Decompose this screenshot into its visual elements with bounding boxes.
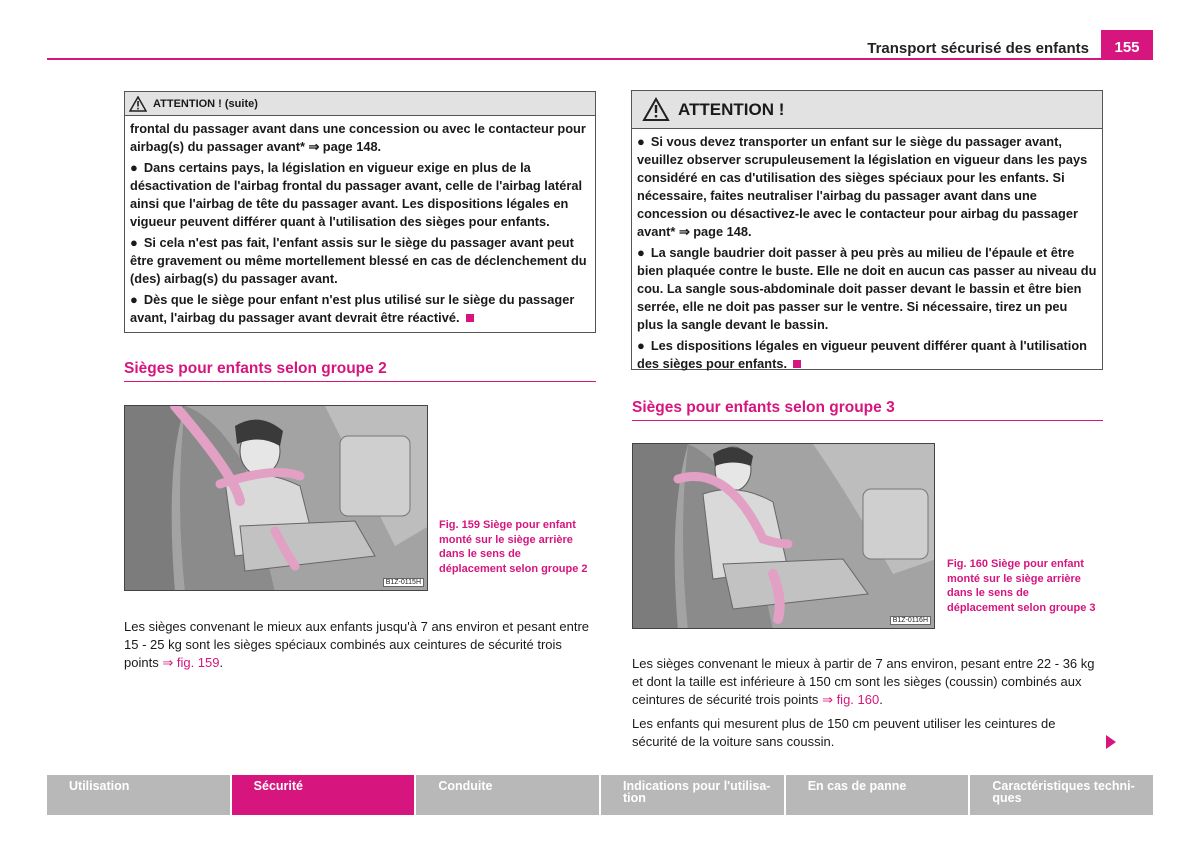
figure-reference-link[interactable]: ⇒ fig. 160 [822, 692, 880, 707]
warning-bullet-item [130, 291, 590, 327]
nav-tab-securite[interactable]: Sécurité [232, 775, 415, 815]
warning-bullet-text: Dès que le siège pour enfant n'est plus utilisé sur le siège du passager avant, l'airbag du passager avant devrait être réactivé. [130, 292, 575, 325]
bullet-icon: ● [130, 160, 138, 175]
end-of-section-icon [466, 314, 474, 322]
warning-header [125, 92, 595, 116]
bullet-icon: ● [637, 134, 645, 149]
figure-160-image [632, 443, 935, 629]
warning-triangle-icon [129, 96, 147, 112]
warning-box [631, 90, 1103, 370]
nav-tab-en-cas-de-panne[interactable]: En cas de panne [786, 775, 969, 815]
bullet-icon: ● [130, 235, 138, 250]
section-title-group-3: Sièges pour enfants selon groupe 3 [632, 399, 1103, 421]
nav-tab-conduite[interactable]: Conduite [416, 775, 599, 815]
figure-159-caption: Fig. 159 Siège pour enfant monté sur le siège arrière dans le sens de déplacement selon groupe 2 [439, 519, 588, 575]
nav-tab-caracteristiques[interactable]: Caractéristiques techni- ques [970, 775, 1153, 815]
warning-body [632, 129, 1102, 380]
section-title-group-2: Sièges pour enfants selon groupe 2 [124, 360, 596, 382]
warning-body [125, 116, 595, 334]
figure-code-label: B1Z-0116H [890, 616, 931, 625]
body-text-group-2 [124, 618, 599, 678]
figure-160-caption: Fig. 160 Siège pour enfant monté sur le siège arrière dans le sens de déplacement selon groupe 3 [947, 558, 1096, 614]
warning-bullet-item [637, 244, 1097, 334]
nav-tab-utilisation[interactable]: Utilisation [47, 775, 230, 815]
warning-bullet-text: Si cela n'est pas fait, l'enfant assis sur le siège du passager avant peut être gravement ou même mortellement blessé en cas de déclenchement du (des) airbag(s) du passager avant. [130, 235, 587, 286]
header-rule [47, 58, 1153, 60]
child-seat-illustration [125, 406, 428, 591]
warning-bullet-item [130, 234, 590, 288]
paragraph-text: Les sièges convenant le mieux aux enfants jusqu'à 7 ans environ et pesant entre 15 - 25 kg sont les sièges spéciaux combinés aux ceintures de sécurité trois points [124, 619, 590, 670]
running-header-title: Transport sécurisé des enfants [867, 40, 1089, 57]
bullet-icon: ● [637, 245, 645, 260]
warning-bullet-text: Si vous devez transporter un enfant sur le siège du passager avant, veuillez observer scrupuleusement la législation en vigueur dans les pays considéré en cas d'utilisation des sièges spéciaux pour les enfants. Si nécessaire, faites neutraliser l'airbag du passager avant dans une concession ou désactivez-le avec le contacteur pour airbag du passager avant* ⇒ page 148. [637, 134, 1088, 239]
child-seat-illustration [633, 444, 935, 629]
nav-tab-indications[interactable]: Indications pour l'utilisa- tion [601, 775, 784, 815]
warning-bullet-item [130, 159, 590, 231]
figure-code-label: B1Z-0115H [383, 578, 424, 587]
figure-159-image [124, 405, 428, 591]
warning-title: ATTENTION ! [678, 99, 785, 119]
end-of-section-icon [793, 360, 801, 368]
chapter-nav-bar [47, 775, 1153, 815]
paragraph: Les sièges convenant le mieux à partir de 7 ans environ, pesant entre 22 - 36 kg et dont la taille est inférieure à 150 cm sont les sièges (coussin) combinés aux ceintures de sécurité trois points ⇒ fig. 160. [632, 656, 1095, 707]
paragraph-text: Les sièges convenant le mieux à partir de 7 ans environ, pesant entre 22 - 36 kg et dont la taille est inférieure à 150 cm sont les sièges (coussin) combinés aux ceintures de sécurité trois points [632, 656, 1095, 707]
warning-box-continued [124, 91, 596, 333]
warning-bullet-text: Dans certains pays, la législation en vigueur exige en plus de la désactivation de l'airbag frontal du passager avant, celle de l'airbag latéral ainsi que l'airbag de tête du passager avant. Les dispositions légales en vigueur peuvent différer quant à l'utilisation des sièges pour enfants. [130, 160, 583, 229]
warning-triangle-icon [642, 97, 670, 122]
page-number: 155 [1101, 30, 1153, 60]
warning-paragraph: frontal du passager avant dans une concession ou avec le contacteur pour airbag(s) du passager avant* ⇒ page 148. [130, 121, 586, 154]
warning-bullet-text: La sangle baudrier doit passer à peu près au milieu de l'épaule et être bien plaquée contre le buste. Elle ne doit en aucun cas passer au niveau du cou. La sangle sous-abdominale doit passer devant le bassin et être bien serrée, elle ne doit pas passer sur le ventre. Si nécessaire, tirez un peu plus la sangle devant le bassin. [637, 245, 1097, 332]
warning-bullet-item [637, 133, 1097, 241]
paragraph: Les sièges convenant le mieux aux enfants jusqu'à 7 ans environ et pesant entre 15 - 25 kg sont les sièges spéciaux combinés aux ceintures de sécurité trois points ⇒ fig. 159. [124, 619, 590, 670]
next-page-arrow-icon[interactable] [1105, 734, 1117, 750]
bullet-icon: ● [130, 292, 138, 307]
figure-reference-link[interactable]: ⇒ fig. 159 [162, 655, 220, 670]
body-text-group-3 [632, 655, 1104, 757]
paragraph: Les enfants qui mesurent plus de 150 cm peuvent utiliser les ceintures de sécurité de la voiture sans coussin. [632, 716, 1056, 749]
warning-bullet-item [637, 337, 1097, 373]
warning-header [632, 91, 1102, 129]
warning-title: ATTENTION ! (suite) [153, 97, 258, 110]
bullet-icon: ● [637, 338, 645, 353]
warning-bullet-text: Les dispositions légales en vigueur peuvent différer quant à l'utilisation des sièges pour enfants. [637, 338, 1087, 371]
